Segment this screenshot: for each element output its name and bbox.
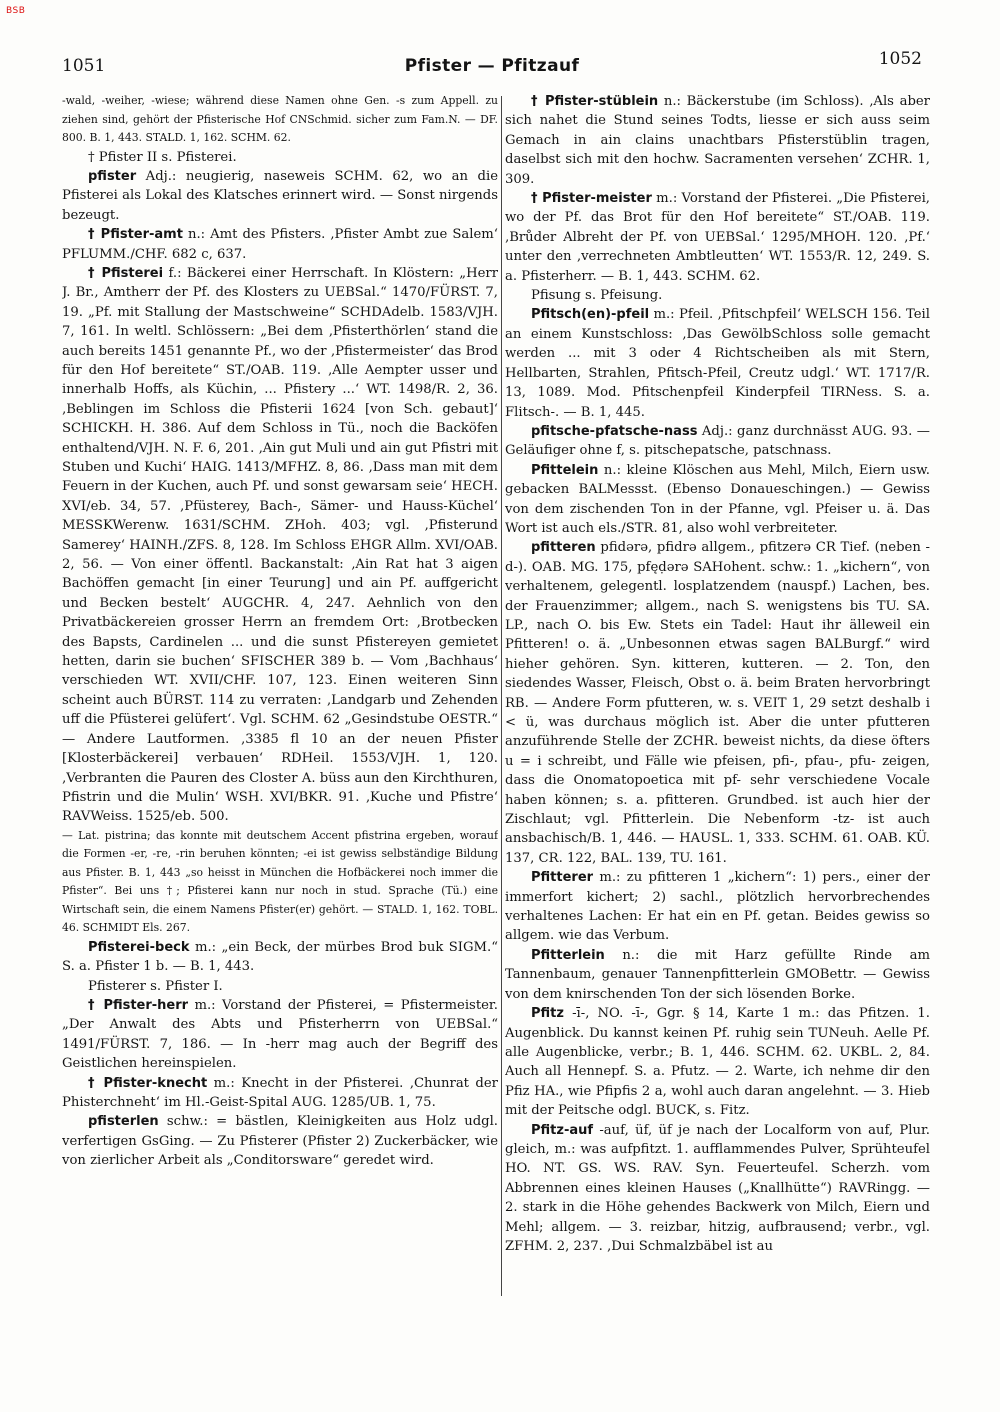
dictionary-entry bbox=[505, 946, 930, 1004]
entry-headword: pfisterlen bbox=[88, 1114, 159, 1130]
entry-headword: pfitteren bbox=[531, 540, 596, 556]
left-page-number: 1051 bbox=[62, 56, 106, 76]
entry-text: n.: Bäckerstube (im Schloss). ‚Als aber sich nahet die Stund seines Todts, liesse er sich auss seim Gemach in ain clains unachtbars Pfisterstüblin tragen, daselbst sich mit den hochw. Sacramenten versehen‘ ZCHR. 1, 309. bbox=[505, 94, 930, 187]
entry-text: m.: Vorstand der Pfisterei, = Pfistermeister. „Der Anwalt des Abts und Pfisterherrn von UEBSal.“ 1491/FÜRST. 7, 186. — In -herr mag auch der Begriff des Geistlichen hereinspielen. bbox=[62, 997, 498, 1072]
entry-headword: Pfitz bbox=[531, 1006, 564, 1022]
entry-text: n.: die mit Harz gefüllte Rinde am Tannenbaum, genauer Tannenpfitterlein GMOBettr. — Gewiss von dem knirschenden Ton der sich lösenden Borke. bbox=[505, 947, 930, 1002]
entry-text: pfidərə, pfidrə allgem., pfitzerə CR Tief. (neben -d-). OAB. MG. 175, pfęḍərə SAHohent. schw.: 1. „kichern“, von verhaltenem, gelegentl. losplatzendem (nauspf.) Lachen, bes. der Frauenzimmer; allgem., nach S. wenigstens bis TU. SA. LP., nach O. bis Ew. Stets ein Tadel: Haut ihr älleweil ein Pfitteren! o. ä. „Unbesonnen etwas sagen BALBurgf.“ wird hieher gehören. Syn. kitteren, kutteren. — 2. Ton, den siedendes Wasser, Fleisch, Obst o. ä. beim Braten hervorbringt RB. — Andere Form pfutteren, w. s. VEIT 1, 29 setzt deshalb i < ü, was durchaus möglich ist. Aber die unter pfutteren anzuführende Stelle der ZCHR. beweist nichts, da diese öfters u = i schreibt, und Fälle wie pfeisen, pfi-, pfau-, pfu- zeigen, dass die Onomatopoetica mit pf- sehr verschiedene Vocale haben können; s. a. pfitteren. Grundbed. ist auch hier der Zischlaut; vgl. Pfitterlein. Die Nebenform -tz- ist auch ansbachisch/B. 1, 446. — HAUSL. 1, 333. SCHM. 61. OAB. KÜ. 137, CR. 122, BAL. 139, TU. 161. bbox=[505, 540, 930, 866]
dictionary-entry bbox=[505, 538, 930, 868]
entry-text: n.: kleine Klöschen aus Mehl, Milch, Eiern usw. gebacken BALMessst. (Ebenso Donaueschingen.) — Gewiss von dem zischenden Ton in der Pfanne, vgl. Pfeiser u. ä. Das Wort ist auch els./STR. 81, also wohl verbreiteter. bbox=[505, 462, 930, 536]
dictionary-entry bbox=[505, 422, 930, 461]
entry-text: -auf, üf, üf je nach der Localform von auf, Plur. gleich, m.: was aufpfitzt. 1. aufflammendes Pulver, Sprühteufel HO. NT. GS. WS. RAV. Syn. Feuerteufel. Scherzh. vom Abbrennen eines kleinen Hauses („Knallhütte“) RAVRingg. — 2. stark in die Höhe gehendes Backwerk von Milch, Eiern und Mehl; allgem. — 3. reizbar, hitzig, aufbrausend; verbr., vgl. ZFHM. 2, 237. ‚Dui Schmalzbäbel ist au bbox=[505, 1122, 930, 1254]
entry-headword: Pfitsch(en)-pfeil bbox=[531, 307, 650, 323]
dictionary-entry bbox=[62, 264, 498, 827]
dictionary-entry bbox=[62, 938, 498, 977]
dictionary-entry bbox=[505, 461, 930, 539]
entry-headword: Pfisterei-beck bbox=[88, 939, 190, 955]
dictionary-entry bbox=[505, 868, 930, 946]
entry-headword: † Pfisterei bbox=[88, 265, 164, 281]
dictionary-entry bbox=[505, 92, 930, 189]
entry-text: Pfisterer s. Pfister I. bbox=[88, 978, 223, 994]
dictionary-entry bbox=[62, 996, 498, 1074]
entry-headword: pfister bbox=[88, 168, 137, 184]
entry-text: Adj.: neugierig, naseweis SCHM. 62, wo an die Pfisterei als Lokal des Klatsches erinnert wird. — Sonst nirgends bezeugt. bbox=[62, 168, 498, 223]
dictionary-entry bbox=[505, 189, 930, 286]
entry-text: m.: Knecht in der Pfisterei. ‚Chunrat der Phisterchneht‘ im Hl.-Geist-Spital AUG. 1285/UB. 1, 75. bbox=[62, 1075, 498, 1110]
entry-text: -ī-, NO. -ī-, Ggr. § 14, Karte 1 m.: das Pfitzen. 1. Augenblick. Du kannst keinen Pf. ruhig sein TUNeuh. Aelle Pf. alle Augenblicke, verbr.; B. 1, 446. SCHM. 62. UKBL. 2, 84. Auch all Hennepf. S. a. Pfutz. — 2. Warte, ich nehme dir den Pfiz HA., wie Pfipfis 2 a, wohl auch daran angelehnt. — 3. Hieb mit der Peitsche odgl. BUCK, s. Fitz. bbox=[505, 1006, 930, 1119]
right-page-number: 1052 bbox=[878, 49, 922, 69]
entry-text: Adj.: ganz durchnässt AUG. 93. — Geläufiger ohne f, s. pitschepatsche, patschnass. bbox=[505, 423, 930, 459]
right-column bbox=[505, 92, 930, 1392]
dictionary-entry bbox=[62, 1112, 498, 1170]
entry-text: schw.: = bästlen, Kleinigkeiten aus Holz udgl. verfertigen GsGing. — Zu Pfisterer (Pfister 2) Zuckerbäcker, wie von zierlicher Arbeit als „Conditorsware“ geredet wird. bbox=[62, 1114, 498, 1169]
dictionary-entry bbox=[505, 305, 930, 421]
entry-text: Pfisung s. Pfeisung. bbox=[531, 288, 663, 304]
entry-headword: Pfitterer bbox=[531, 870, 594, 886]
entry-text: † Pfister II s. Pfisterei. bbox=[88, 149, 237, 165]
entry-text: m.: zu pfitteren 1 „kichern“: 1) pers., einer der immerfort kichert; 2) sachl., plötzlich hervorbrechendes verhaltenes Lachen: Er hat ein en Pf. getan. Beides gewiss so allgem. wie das Verbum. bbox=[505, 870, 930, 944]
entry-text: m.: „ein Beck, der mürbes Brod buk SIGM.“ S. a. Pfister 1 b. — B. 1, 443. bbox=[62, 939, 498, 975]
entry-text: f.: Bäckerei einer Herrschaft. In Klöstern: „Herr J. Br., Amtherr der Pf. des Klosters zu UEBSal.“ 1470/FÜRST. 7, 19. „Pf. mit Stallung der Mastschweine“ SCHDAdelb. 1583/VJH. 7, 161. In weltl. Schlössern: „Bei dem ‚Pfisterthörlen‘ stand die auch bereits 1451 genannte Pf., wo der ‚Pfistermeister‘ das Brod für den Hof bereitete“ ST./OAB. 119. ‚Alle Aempter usser und innerhalb Hoffs, als Küchin, ... Pfistery ...‘ WT. 1498/R. 2, 36. ‚Beblingen im Schloss die Pfisterii 1624 [von Sch. gebaut]‘ SCHICKH. H. 386. Auf dem Schloss in Tü., noch die Backöfen enthaltend/VJH. N. F. 6, 201. ‚Ain gut Muli und ain gut Pfistri mit Stuben und Kuchi‘ HAIG. 1413/MFHZ. 8, 86. ‚Dass man mit dem Feuern in der Kuchen, auch Pf. und sonst gewarsam seie‘ HECH. XVI/eb. 34, 57. ‚Pfüsterey, Bach-, Sämer- und Hauss-Küchel‘ MESSKWerenw. 1631/SCHM. ZHoh. 403; vgl. ‚Pfisterund Samerey‘ HAINH./ZFS. 8, 128. Im Schloss EHGR Allm. XVI/OAB. 2, 56. — Von einer öffentl. Backanstalt: ‚Ain Rat hat 3 aigen Bachöffen gemacht [in einer Teurung] und ain Pf. auffgericht und Becken bestelt‘ AUGCHR. 4, 247. Aehnlich von den Privatbäckereien grosser Herrn an fremdem Ort: ‚Brotbecken des Bapsts, Cardinelen ... und die sunst Pfistereyen gemietet hetten, darin sie buchen‘ SFISCHER 389 b. — Vom ‚Bachhaus‘ verschieden WT. XVII/CHF. 107, 123. Einen weiteren Sinn scheint auch BÜRST. 114 zu verraten: ‚Landgarb und Zehenden uff die Pfüsterei gelüfert‘. Vgl. SCHM. 62 „Gesindstube OESTR.“ — Andere Lautformen. ‚3385 fl 10 an der neuen Pfister [Klosterbäckerei] verbauen‘ RDHeil. 1553/VJH. 1, 120. ‚Verbranten die Pauren des Closter A. büss aun den Kirchthuren, Pfistrin und die Mulin‘ WSH. XVI/BKR. 91. ‚Kuche und Pfistre‘ RAVWeiss. 1525/eb. 500. bbox=[62, 265, 498, 825]
library-stamp: BSB bbox=[6, 6, 26, 16]
entry-headword: † Pfister-meister bbox=[531, 191, 652, 207]
entry-headword: Pfitterlein bbox=[531, 947, 605, 963]
left-column bbox=[62, 92, 498, 1392]
column-divider bbox=[501, 96, 502, 1296]
entry-text: m.: Pfeil. ‚Pfitschpfeil‘ WELSCH 156. Teil an einem Kunstschloss: ‚Das GewölbSchloss solle gemacht werden ... mit 3 oder 4 Richtscheiben als mit Stern, Hellbarten, Strahlen, Pfitsch-Pfeil, Creutz udgl.‘ WT. 1717/R. 13, 1089. Mod. Pfitschenpfeil Kinderpfeil TIRNess. S. a. Flitsch-. — B. 1, 445. bbox=[505, 307, 930, 420]
entry-headword: † Pfister-herr bbox=[88, 997, 189, 1013]
entry-text: — Lat. pistrina; das konnte mit deutschem Accent pfistrina ergeben, worauf die Formen -er, -re, -rin beruhen könnten; -ei ist gewiss selbständige Bildung aus Pfister. B. 1, 443 „so heisst in München die Hofbäckerei noch immer die Pfister“. Bei uns †; Pfisterei kann nur noch in stud. Sprache (Tü.) eine Wirtschaft sein, die einem Namens Pfister(er) gehört. — STALD. 1, 162. TOBL. 46. SCHMIDT Els. 267. bbox=[62, 828, 498, 935]
dictionary-entry bbox=[62, 167, 498, 225]
dictionary-entry bbox=[62, 148, 498, 167]
entry-headword: Pfitz-auf bbox=[531, 1122, 594, 1138]
entry-headword: pfitsche-pfatsche-nass bbox=[531, 423, 698, 439]
entry-headword: † Pfister-amt bbox=[88, 227, 183, 243]
dictionary-entry bbox=[62, 827, 498, 938]
dictionary-entry bbox=[62, 1074, 498, 1113]
dictionary-entry bbox=[62, 977, 498, 996]
running-head: Pfister — Pfitzauf bbox=[404, 56, 580, 76]
page-header bbox=[62, 48, 922, 84]
dictionary-entry bbox=[62, 225, 498, 264]
entry-text: -wald, -weiher, -wiese; während diese Namen ohne Gen. -s zum Appell. zu ziehen sind, gehört der Pfisterische Hof CNSchmid. sicher zum Fam.N. — DF. 800. B. 1, 443. STALD. 1, 162. SCHM. 62. bbox=[62, 94, 498, 144]
dictionary-entry bbox=[505, 1121, 930, 1257]
dictionary-entry bbox=[505, 1004, 930, 1120]
entry-text: n.: Amt des Pfisters. ‚Pfister Ambt zue Salem‘ PFLUMM./CHF. 682 c, 637. bbox=[62, 227, 498, 262]
entry-headword: † Pfister-stüblein bbox=[531, 94, 659, 109]
entry-text: m.: Vorstand der Pfisterei. „Die Pfisterei, wo der Pf. das Brot für den Hof bereitete“ ST./OAB. 119. ‚Brůder Albreht der Pf. von UEBSal.‘ 1295/MHOH. 120. ‚Pf.‘ unter den ‚verrechneten Ambtleutten‘ WT. 1553/R. 12, 249. S. a. Pfisterherr. — B. 1, 443. SCHM. 62. bbox=[505, 191, 930, 284]
dictionary-entry bbox=[505, 286, 930, 305]
entry-headword: Pfittelein bbox=[531, 462, 599, 478]
entry-headword: † Pfister-knecht bbox=[88, 1075, 208, 1091]
dictionary-entry bbox=[62, 92, 498, 148]
